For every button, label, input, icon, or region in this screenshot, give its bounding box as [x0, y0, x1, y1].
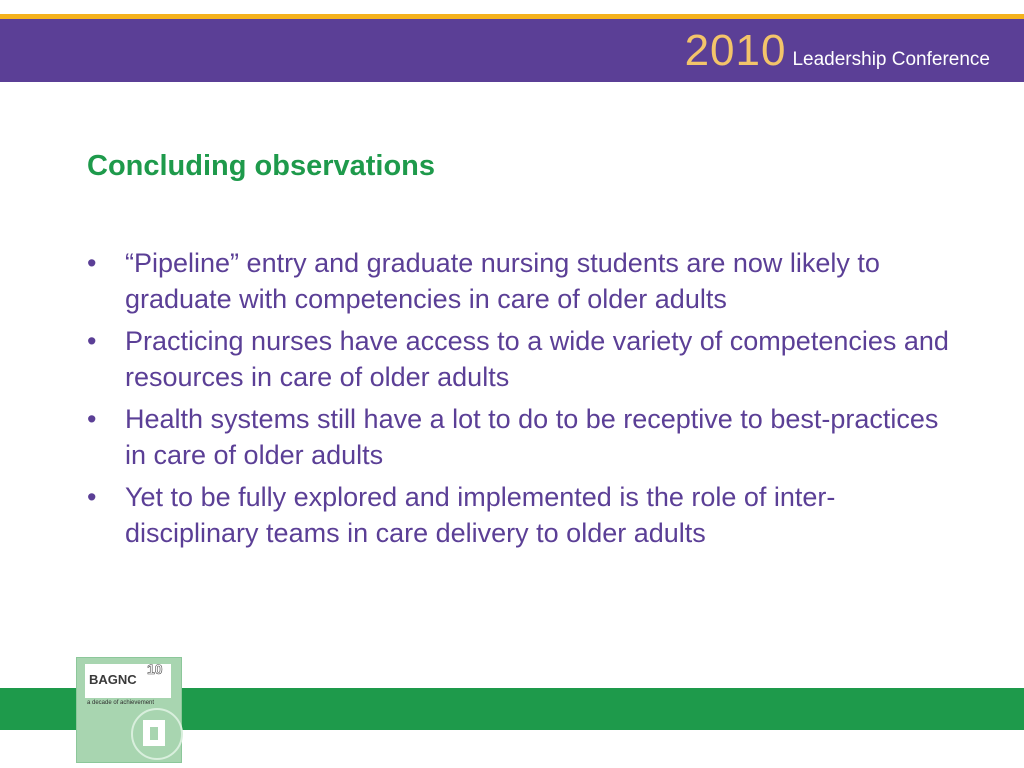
bullet-text: Yet to be fully explored and implemented is the role of inter-disciplinary teams in care delivery to older adults: [125, 482, 836, 548]
bullet-text: “Pipeline” entry and graduate nursing students are now likely to graduate with competencies in care of older adults: [125, 248, 880, 314]
header-conference-name: Leadership Conference: [792, 49, 990, 70]
bullet-item: [87, 401, 957, 473]
bullet-marker: •: [87, 482, 97, 512]
logo-superscript: 10: [147, 661, 163, 677]
bullet-item: [87, 323, 957, 395]
logo-tagline: a decade of achievement: [87, 700, 155, 706]
bullet-list: [87, 245, 957, 557]
bullet-item: [87, 245, 957, 317]
bullet-text: Health systems still have a lot to do to be receptive to best-practices in care of older adults: [125, 404, 939, 470]
header-year: 2010: [684, 26, 787, 75]
logo-mark-icon: [143, 720, 165, 746]
bullet-text: Practicing nurses have access to a wide variety of competencies and resources in care of older adults: [125, 326, 949, 392]
top-stripe: [0, 0, 1024, 14]
conference-brand: [685, 26, 990, 76]
bullet-marker: •: [87, 248, 97, 278]
bullet-marker: •: [87, 404, 97, 434]
bagnc-logo: [76, 657, 182, 763]
bullet-item: [87, 479, 957, 551]
logo-mark-inner: [150, 727, 158, 740]
logo-name: BAGNC: [89, 672, 137, 687]
slide-title: Concluding observations: [87, 150, 436, 182]
bullet-marker: •: [87, 326, 97, 356]
